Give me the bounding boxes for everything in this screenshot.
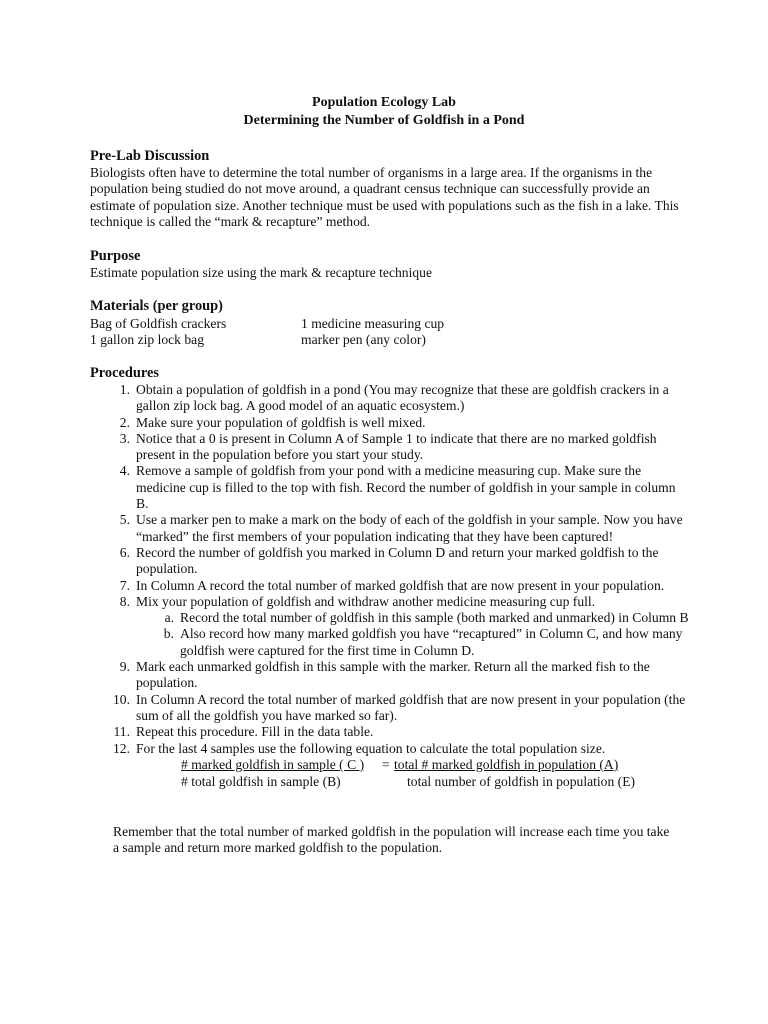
- materials-heading: Materials (per group): [90, 298, 223, 314]
- equation-numerator-left: # marked goldfish in sample ( C ): [181, 756, 365, 772]
- substep-text: Also record how many marked goldfish you have “recaptured” in Column C, and how many goldfish were captured for the first time in Column D.: [180, 626, 683, 658]
- step-number: 6.: [119, 544, 130, 560]
- equation-numerator-right: total # marked goldfish in population (A): [394, 756, 619, 772]
- step-number: 2.: [119, 414, 130, 430]
- step-text: Mix your population of goldfish and withdraw another medicine measuring cup full.: [136, 593, 596, 609]
- equation-denominator-right: total number of goldfish in population (E): [407, 773, 636, 789]
- step-number: 4.: [119, 463, 130, 479]
- step-text: Mark each unmarked goldfish in this sample with the marker. Return all the marked fish to the population.: [136, 659, 650, 691]
- step-number: 11.: [113, 724, 130, 740]
- procedure-step: [90, 659, 690, 692]
- step-number: 1.: [119, 382, 130, 397]
- procedure-step: [90, 382, 690, 415]
- procedures-list: [90, 382, 690, 791]
- step-number: 8.: [119, 593, 130, 609]
- procedure-step: [90, 692, 690, 725]
- step-text: In Column A record the total number of marked goldfish that are now present in your population (the sum of all the goldfish you have marked so far).: [136, 691, 686, 723]
- material-marker-pen: marker pen (any color): [301, 332, 426, 347]
- material-zip-lock-bag: 1 gallon zip lock bag: [90, 332, 205, 347]
- step-text: Obtain a population of goldfish in a pond (You may recognize that these are goldfish crackers in a gallon zip lock bag. A good model of an aquatic ecosystem.): [136, 382, 669, 414]
- material-goldfish-crackers: Bag of Goldfish crackers: [90, 316, 227, 331]
- procedure-step: [90, 594, 690, 610]
- step-text: Record the number of goldfish you marked in Column D and return your marked goldfish to the population.: [136, 544, 659, 577]
- purpose-heading: Purpose: [90, 248, 141, 264]
- procedure-step: [90, 741, 690, 757]
- document-title: Population Ecology Lab: [312, 95, 456, 110]
- procedure-step: [90, 463, 690, 512]
- closing-note: Remember that the total number of marked goldfish in the population will increase each time you take a sample and return more marked goldfish to the population.: [113, 824, 670, 856]
- procedure-step: [90, 545, 690, 578]
- substep-text: Record the total number of goldfish in this sample (both marked and unmarked) in Column B: [180, 610, 689, 626]
- equation-equals-sign: =: [382, 756, 390, 772]
- step-text: In Column A record the total number of marked goldfish that are now present in your population.: [136, 577, 665, 593]
- procedure-substep: [90, 610, 690, 626]
- step-text: Use a marker pen to make a mark on the body of each of the goldfish in your sample. Now you have “marked” the first members of your population indicating that they have been captured!: [136, 512, 683, 544]
- step-text: Notice that a 0 is present in Column A of Sample 1 to indicate that there are no marked goldfish present in the population before you start your study.: [136, 430, 657, 463]
- material-measuring-cup: 1 medicine measuring cup: [301, 316, 445, 331]
- population-equation: [90, 757, 690, 791]
- substep-letter: b.: [163, 626, 174, 642]
- procedure-step: [90, 578, 690, 594]
- purpose-text: Estimate population size using the mark & recapture technique: [90, 265, 433, 280]
- prelab-text: Biologists often have to determine the total number of organisms in a large area. If the organisms in the population being studied do not move around, a quadrant census technique can successfully provide an estimate of population size. Another technique must be used with populations such as the fish in a lake. This technique is called the “mark & recapture” method.: [90, 165, 679, 229]
- step-number: 12.: [113, 740, 130, 756]
- step-number: 7.: [119, 577, 130, 593]
- step-number: 3.: [119, 430, 130, 446]
- procedure-step: [90, 512, 690, 545]
- step-number: 9.: [119, 659, 130, 675]
- procedure-substep: [90, 626, 690, 659]
- step-text: Remove a sample of goldfish from your pond with a medicine measuring cup. Make sure the medicine cup is filled to the top with fish. Record the number of goldfish in your sample in column B.: [136, 463, 676, 512]
- prelab-heading: Pre-Lab Discussion: [90, 148, 210, 164]
- procedure-step: [90, 724, 690, 740]
- procedure-step: [90, 431, 690, 464]
- equation-denominator-left: # total goldfish in sample (B): [181, 773, 341, 789]
- procedures-heading: Procedures: [90, 365, 160, 381]
- step-text: Make sure your population of goldfish is well mixed.: [136, 414, 426, 430]
- step-text: Repeat this procedure. Fill in the data table.: [136, 724, 374, 740]
- step-number: 10.: [113, 691, 130, 707]
- step-number: 5.: [119, 512, 130, 528]
- substep-letter: a.: [164, 610, 174, 626]
- step-text: For the last 4 samples use the following equation to calculate the total population size.: [136, 740, 606, 756]
- procedure-step: [90, 415, 690, 431]
- document-subtitle: Determining the Number of Goldfish in a Pond: [243, 113, 525, 128]
